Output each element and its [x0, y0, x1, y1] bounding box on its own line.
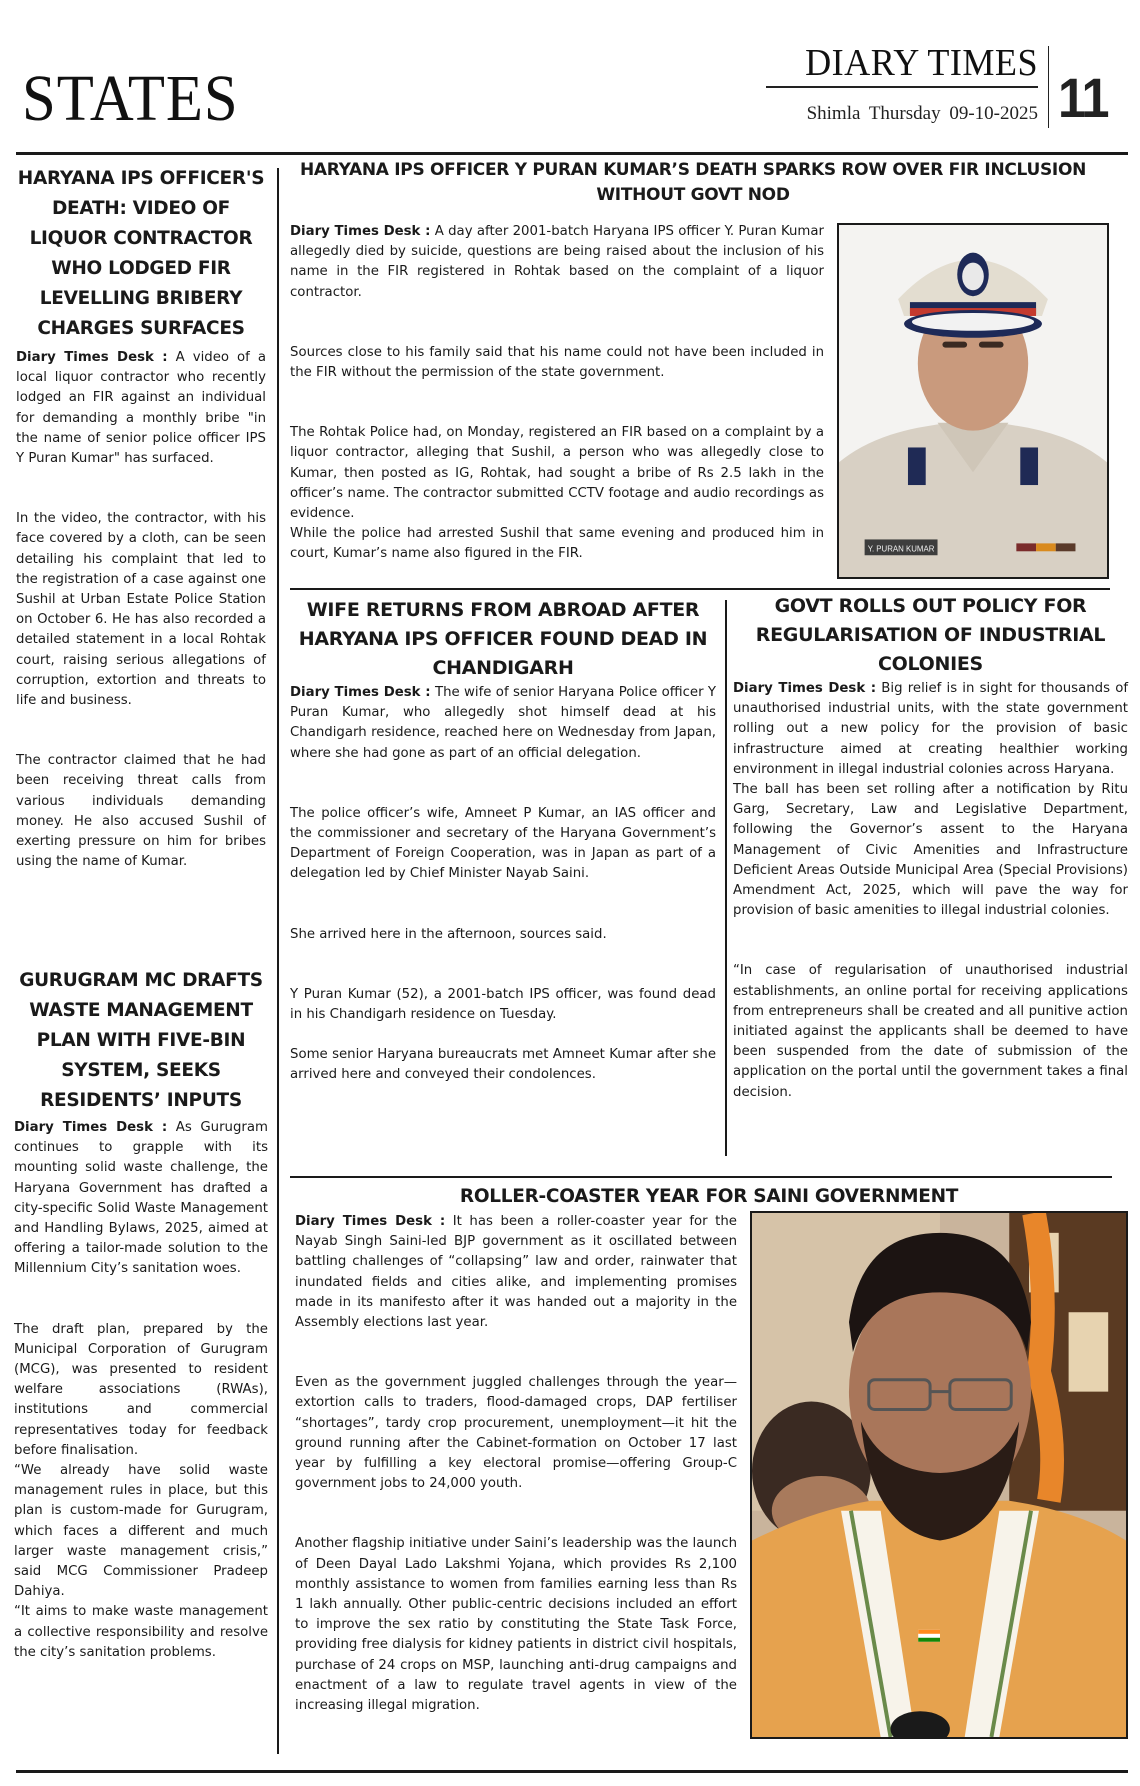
article-body	[733, 679, 1128, 1103]
masthead-divider	[1048, 46, 1049, 128]
paragraph: Big relief is in sight for thousands of unauthorised industrial units, with the state government rolling out a new policy for the provision of basic infrastructure aimed at creating healthier working environment in illegal industrial colonies across Haryana.	[733, 681, 1129, 777]
paragraph: It has been a roller-coaster year for the Nayab Singh Saini-led BJP government as it oscillated between battling challenges of “collapsing” law and order, rainwater that inundated fields and cities alike, and implementing promises made in its manifesto after it was handed out a majority in the Assembly elections last year.	[295, 1214, 737, 1331]
lead-bottom-rule	[290, 588, 1110, 590]
paragraph: The ball has been set rolling after a notification by Ritu Garg, Secretary, Law and Legislative Department, following the Governor’s assent to the Haryana Management of Civic Amenities and Infrastructure Deficient Areas Outside Municipal Area (Special Provisions) Amendment Act, 2025, which will pave the way for provision of basic amenities to illegal industrial colonies.	[733, 782, 1128, 919]
article-body	[14, 1118, 268, 1663]
headline: GOVT ROLLS OUT POLICY FOR REGULARISATION OF INDUSTRIAL COLONIES	[755, 595, 1106, 675]
headline: HARYANA IPS OFFICER'S DEATH: VIDEO OF LIQUOR CONTRACTOR WHO LODGED FIR LEVELLING BRIBERY CHARGES SURFACES	[17, 168, 265, 339]
lead-article-body	[290, 222, 824, 565]
bottom-rule	[16, 1770, 1128, 1773]
byline: Diary Times Desk :	[290, 685, 431, 700]
paragraph: “We already have solid waste management rules in place, but this plan is custom-made for Gurugram, which faces a different and much larger waste management crisis,” said MCG Commissioner Pradeep Dahiya.	[14, 1463, 268, 1600]
saini-top-rule	[290, 1176, 1112, 1178]
paragraph: “It aims to make waste management a collective responsibility and resolve the city’s sanitation problems.	[14, 1604, 268, 1660]
paragraph: Another flagship initiative under Saini’s leadership was the launch of Deen Dayal Lado Lakshmi Yojana, which provides Rs 2,100 monthly assistance to women from families earning less than Rs 1 lakh annually. Other public-centric decisions included an effort to improve the sex ratio by constituting the State Task Force, providing free dialysis for kidney patients in district civil hospitals, purchase of 24 crops on MSP, launching anti-drug campaigns and enactment of a law to regulate travel agents in view of the increasing illegal migration.	[295, 1536, 737, 1714]
paragraph: The draft plan, prepared by the Municipal Corporation of Gurugram (MCG), was presented to resident welfare associations (RWAs), institutions and commercial representatives today for feedback before finalisation.	[14, 1321, 268, 1458]
article-body	[290, 683, 716, 1086]
paragraph: While the police had arrested Sushil that same evening and produced him in court, Kumar’s name also figured in the FIR.	[290, 526, 824, 562]
article-gurugram-waste	[14, 966, 268, 1663]
paragraph: The wife of senior Haryana Police officer Y Puran Kumar, who allegedly shot himself dead at his Chandigarh residence, reached here on Wednesday from Japan, where she had gone as part of an official delegation.	[290, 685, 717, 761]
byline: Diary Times Desk :	[14, 1120, 168, 1135]
paragraph: The police officer’s wife, Amneet P Kumar, an IAS officer and the commissioner and secretary of the Haryana Government’s Department of Foreign Cooperation, was in Japan as part of a delegation led by Chief Minister Nayab Saini.	[290, 805, 716, 882]
headline: ROLLER-COASTER YEAR FOR SAINI GOVERNMENT	[459, 1186, 959, 1207]
middle-column-divider	[725, 600, 727, 1156]
paragraph: A day after 2001-batch Haryana IPS officer Y. Puran Kumar allegedly died by suicide, questions are being raised about the inclusion of his name in the FIR registered in Rohtak based on the complaint of a liquor contractor.	[290, 224, 824, 300]
paragraph: The Rohtak Police had, on Monday, registered an FIR based on a complaint by a liquor contractor, alleging that Sushil, a person who was allegedly close to Kumar, then posted as IG, Rohtak, had sought a bribe of Rs 2.5 lakh in the officer’s name. The contractor submitted CCTV footage and audio recordings as evidence.	[290, 425, 824, 522]
lead-headline: HARYANA IPS OFFICER Y PURAN KUMAR’S DEATH SPARKS ROW OVER FIR INCLUSION WITHOUT GOVT NOD	[299, 160, 1087, 205]
dateline: Shimla Thursday 09-10-2025	[806, 103, 1038, 124]
article-body	[16, 348, 266, 872]
saini-portrait-image	[752, 1213, 1126, 1737]
left-column-divider	[277, 168, 279, 1754]
paragraph: Even as the government juggled challenges through the year—extortion calls to traders, flood-damaged crops, DAP fertiliser “shortages”, tardy crop procurement, unemployment—it hit the ground running after the Cabinet-formation on October 17 last year by fulfilling a key electoral promise—offering Group-C government jobs to 24,000 youth.	[295, 1375, 737, 1492]
saini-article-body	[295, 1212, 737, 1716]
article-liquor-video	[16, 164, 266, 872]
byline: Diary Times Desk :	[290, 224, 431, 239]
paragraph: A video of a local liquor contractor who recently lodged an FIR against an individual for demanding a monthly bribe "in the name of senior police officer IPS Y Puran Kumar" has surfaced.	[16, 350, 266, 467]
officer-photo	[837, 223, 1109, 579]
masthead-rule	[766, 86, 1038, 88]
headline: GURUGRAM MC DRAFTS WASTE MANAGEMENT PLAN WITH FIVE-BIN SYSTEM, SEEKS RESIDENTS’ INPUTS	[19, 970, 263, 1111]
top-rule	[16, 152, 1128, 155]
newspaper-name: DIARY TIMES	[805, 42, 1038, 84]
paragraph: She arrived here in the afternoon, sources said.	[290, 926, 607, 942]
byline: Diary Times Desk :	[733, 681, 877, 696]
saini-photo	[750, 1211, 1128, 1739]
article-saini-government	[290, 1184, 1128, 1210]
headline: WIFE RETURNS FROM ABROAD AFTER HARYANA IPS OFFICER FOUND DEAD IN CHANDIGARH	[298, 599, 708, 679]
section-title: STATES	[22, 62, 239, 135]
byline: Diary Times Desk :	[16, 350, 168, 365]
paragraph: In the video, the contractor, with his face covered by a cloth, can be seen detailing his complaint that led to the registration of a case against one Sushil at Urban Estate Police Station on October 6. He has also recorded a detailed statement in a local Rohtak court, raising serious allegations of corruption, extortion and threats to life and business.	[16, 511, 266, 709]
paragraph: Y Puran Kumar (52), a 2001-batch IPS officer, was found dead in his Chandigarh residence on Tuesday.	[290, 986, 716, 1023]
officer-portrait-image	[839, 225, 1107, 577]
paragraph: As Gurugram continues to grapple with its mounting solid waste challenge, the Haryana Government has drafted a city-specific Solid Waste Management and Handling Bylaws, 2025, aimed at offering a tailor-made solution to the Millennium City’s sanitation woes.	[14, 1120, 268, 1277]
article-wife-returns	[290, 596, 716, 1086]
paragraph: Some senior Haryana bureaucrats met Amneet Kumar after she arrived here and conveyed their condolences.	[290, 1047, 716, 1083]
page-number: 11	[1058, 66, 1108, 129]
article-lead-fir-row	[288, 158, 1128, 208]
paragraph: Sources close to his family said that his name could not have been included in the FIR without the permission of the state government.	[290, 344, 824, 381]
paragraph: The contractor claimed that he had been receiving threat calls from various individuals demanding money. He also accused Sushil of exerting pressure on him for bribes using the name of Kumar.	[16, 753, 266, 870]
article-industrial-colonies	[733, 592, 1128, 1103]
paragraph: “In case of regularisation of unauthorised industrial establishments, an online portal for receiving applications from entrepreneurs shall be created and all punitive action initiated against the applicants shall be deemed to have been suspended from the date of submission of the application on the portal until the government takes a final decision.	[733, 963, 1128, 1100]
byline: Diary Times Desk :	[295, 1214, 446, 1229]
nameplate-text: Y. PURAN KUMAR	[867, 544, 935, 554]
